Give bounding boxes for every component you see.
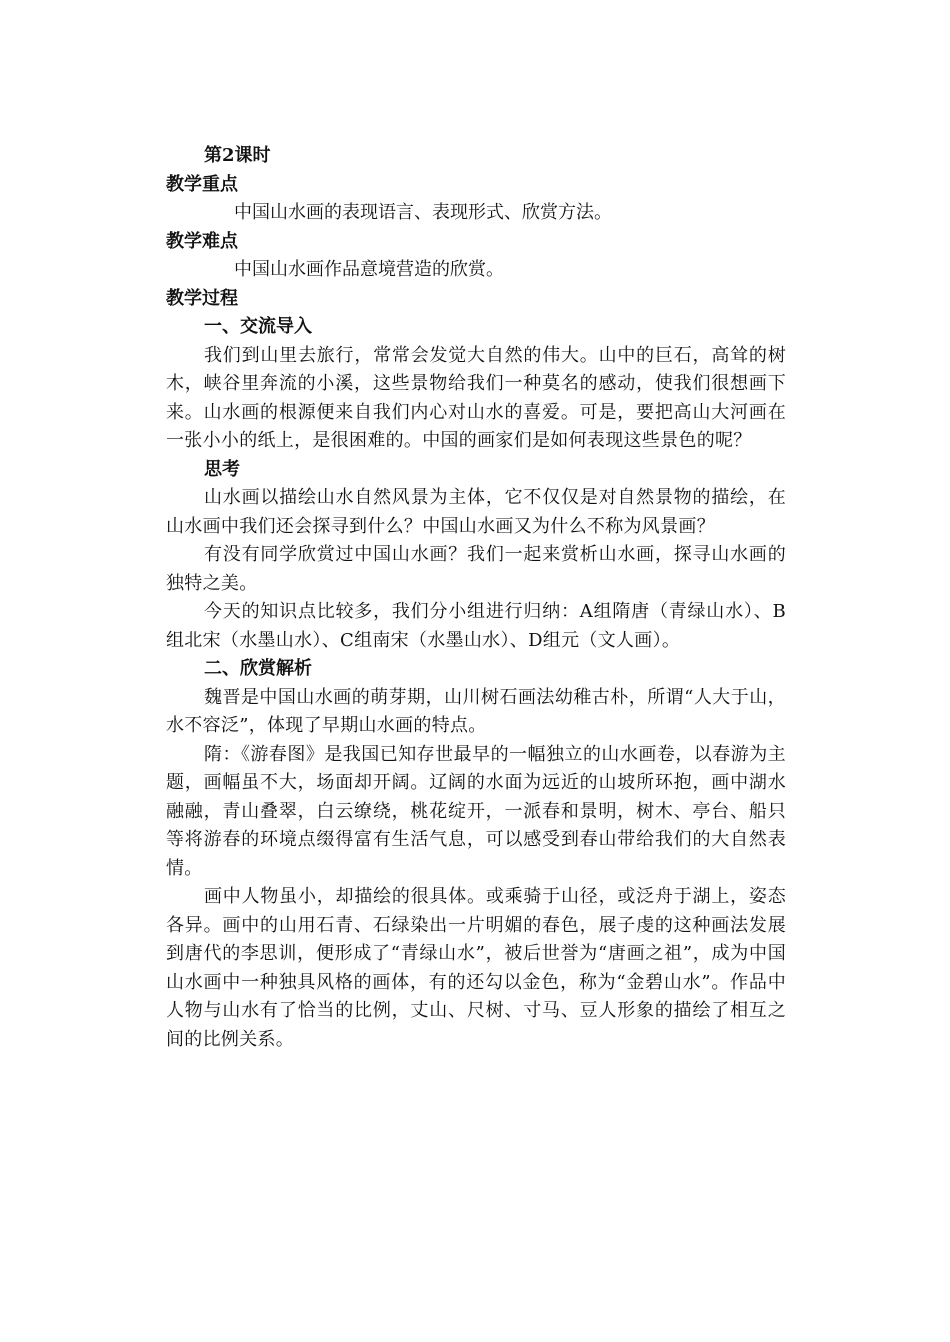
key-points-heading: 教学重点 (166, 173, 238, 195)
process-heading: 教学过程 (166, 287, 238, 309)
section1-paragraph: 我们到山里去旅行，常常会发觉大自然的伟大。山中的巨石，高耸的树木，峡谷里奔流的小溪，这些景物给我们一种莫名的感动，使我们很想画下来。山水画的根源便来自我们内心对山水的喜爱。可是，要把高山大河画在一张小小的纸上，是很困难的。中国的画家们是如何表现这些景色的呢？ (166, 344, 786, 451)
think-paragraph-2: 有没有同学欣赏过中国山水画？我们一起来赏析山水画，探寻山水画的独特之美。 (166, 544, 786, 594)
difficulty-heading: 教学难点 (166, 230, 238, 252)
difficulty-text: 中国山水画作品意境营造的欣赏。 (234, 259, 504, 280)
think-paragraph-1: 山水画以描绘山水自然风景为主体，它不仅仅是对自然景物的描绘，在山水画中我们还会探寻到什么？中国山水画又为什么不称为风景画？ (166, 487, 786, 537)
section2-paragraph-3: 画中人物虽小，却描绘的很具体。或乘骑于山径，或泛舟于湖上，姿态各异。画中的山用石青、石绿染出一片明媚的春色，展子虔的这种画法发展到唐代的李思训，便形成了“青绿山水”，被后世誉为“唐画之祖”，成为中国山水画中一种独具风格的画体，有的还勾以金色，称为“金碧山水”。作品中人物与山水有了恰当的比例，丈山、尺树、寸马、豆人形象的描绘了相互之间的比例关系。 (166, 886, 786, 1050)
section2-paragraph-2: 隋：《游春图》是我国已知存世最早的一幅独立的山水画卷，以春游为主题，画幅虽不大，场面却开阔。辽阔的水面为远近的山坡所环抱，画中湖水融融，青山叠翠，白云缭绕，桃花绽开，一派春和景明，树木、亭台、船只等将游春的环境点缀得富有生活气息，可以感受到春山带给我们的大自然表情。 (166, 743, 786, 879)
section2-heading: 二、欣赏解析 (204, 658, 312, 679)
section1-heading: 一、交流导入 (204, 316, 312, 337)
section2-paragraph-1: 魏晋是中国山水画的萌芽期，山川树石画法幼稚古朴，所谓“人大于山，水不容泛”，体现了早期山水画的特点。 (166, 686, 786, 736)
key-points-text: 中国山水画的表现语言、表现形式、欣赏方法。 (234, 202, 612, 223)
think-heading: 思考 (204, 458, 240, 480)
lesson-title: 第2课时 (204, 145, 271, 166)
think-paragraph-3: 今天的知识点比较多，我们分小组进行归纳：A组隋唐（青绿山水）、B组北宋（水墨山水）、C组南宋（水墨山水）、D组元（文人画）。 (166, 601, 786, 651)
document-body (166, 142, 786, 1054)
